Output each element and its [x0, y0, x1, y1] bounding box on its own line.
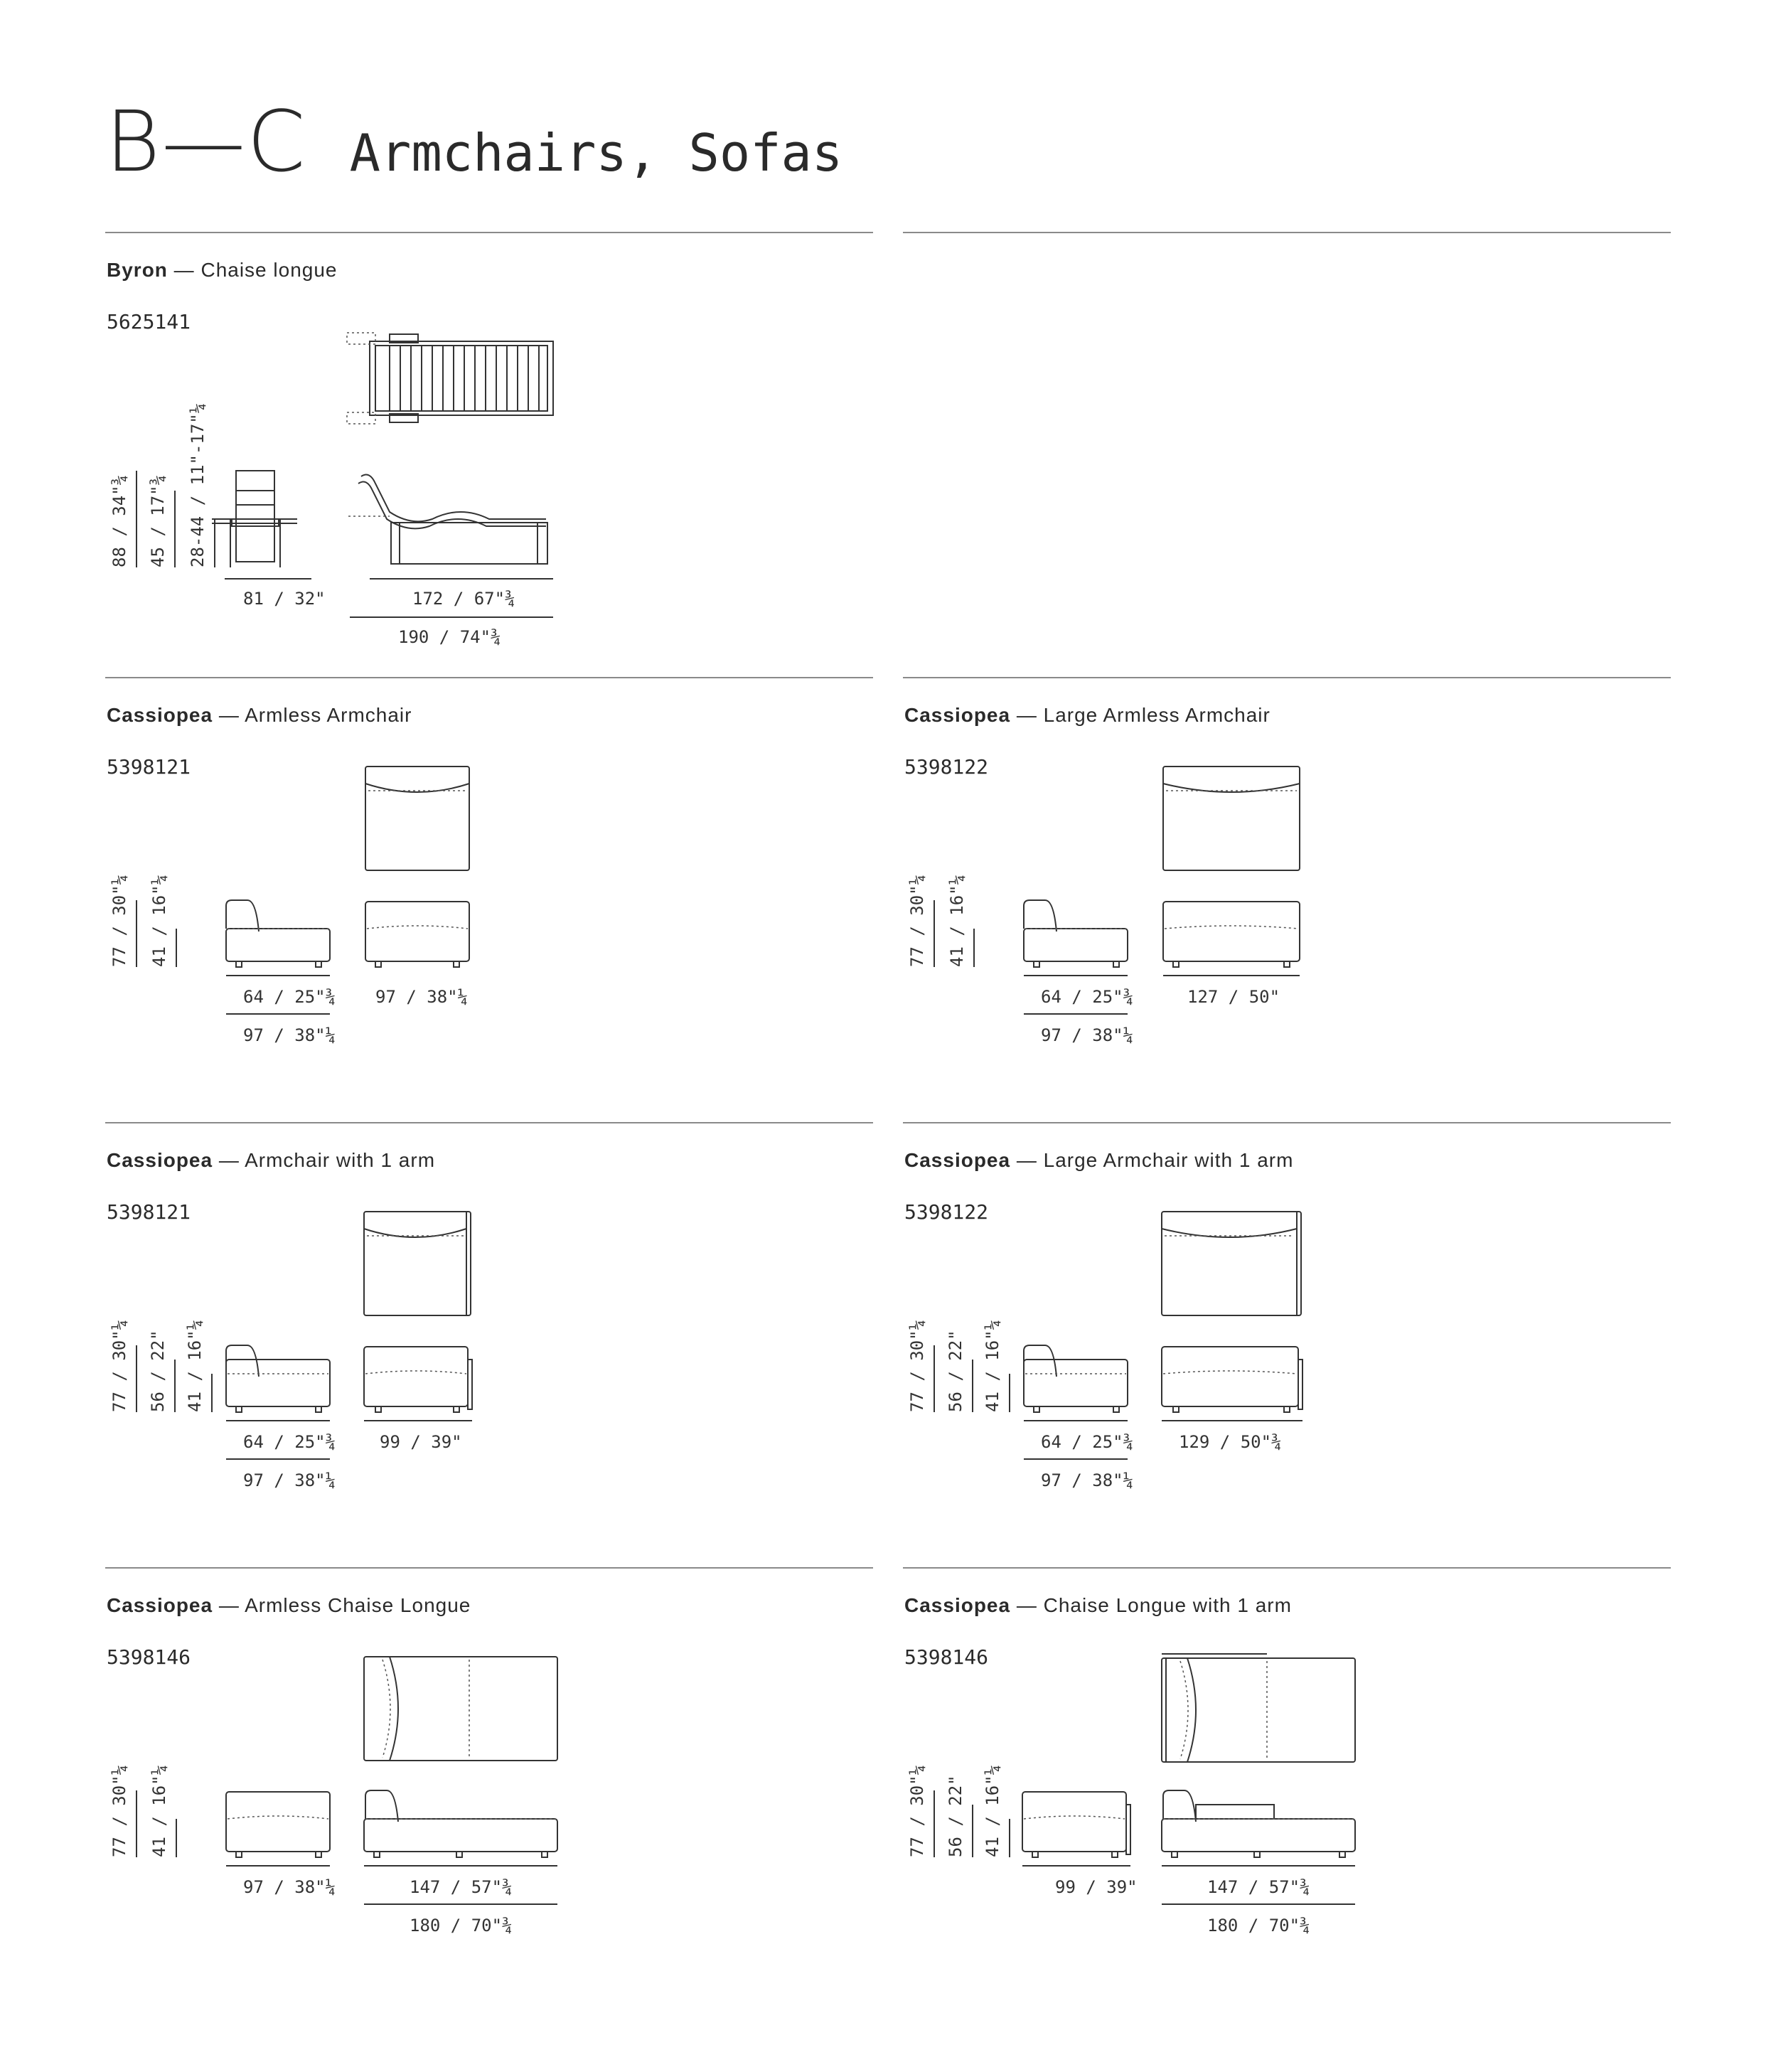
technical-drawing [903, 1577, 1671, 2004]
dim-height-arm: 56 / 22" [946, 1775, 965, 1857]
dim-height-total: 77 / 30"¼ [109, 1319, 129, 1412]
product-byron-chaise-longue [105, 242, 873, 683]
product-cassiopea-armless-chaise-longue [105, 1577, 873, 2018]
dim-depth-total: 97 / 38"¼ [243, 1025, 336, 1045]
product-name: Cassiopea — Chaise Longue with 1 arm [904, 1594, 1292, 1616]
side-view-drawing [364, 1790, 557, 1857]
product-code: 5398122 [904, 1200, 989, 1224]
dim-width: 99 / 39" [380, 1432, 462, 1452]
dim-height-total: 88 / 34"¾ [109, 474, 129, 567]
dim-height-seat: 28-44 / 11"-17"¼ [188, 402, 208, 567]
top-view-drawing [347, 333, 553, 424]
dim-depth-total: 190 / 74"¾ [398, 627, 501, 647]
technical-drawing [105, 1577, 873, 2004]
dim-depth-seat: 147 / 57"¾ [1207, 1877, 1310, 1897]
dim-depth-seat: 64 / 25"¾ [1041, 987, 1134, 1007]
product-code: 5625141 [107, 310, 191, 333]
side-view-drawing [1024, 900, 1128, 967]
front-view-drawing [226, 1792, 330, 1857]
page-title [105, 92, 842, 191]
dim-width: 97 / 38"¼ [243, 1877, 336, 1897]
dim-height-arm: 56 / 22" [148, 1330, 168, 1412]
top-view-drawing [364, 1657, 557, 1761]
dim-depth-seat: 64 / 25"¾ [243, 987, 336, 1007]
technical-drawing [903, 1132, 1671, 1559]
front-view-drawing [364, 1347, 472, 1412]
top-view-drawing [1163, 767, 1300, 870]
product-code: 5398122 [904, 755, 989, 779]
product-name: Cassiopea — Armless Chaise Longue [107, 1594, 471, 1616]
side-view-drawing [348, 475, 547, 564]
product-code: 5398146 [107, 1645, 191, 1669]
dim-depth-total: 180 / 70"¾ [1207, 1916, 1310, 1935]
top-view-drawing [1162, 1654, 1355, 1762]
top-view-drawing [1162, 1212, 1301, 1315]
divider [105, 232, 873, 233]
technical-drawing [105, 242, 873, 668]
dim-height-seat: 41 / 16"¼ [185, 1319, 205, 1412]
dim-height-total: 77 / 30"¼ [109, 1764, 129, 1857]
dim-width: 97 / 38"¼ [375, 987, 469, 1007]
front-view-drawing [365, 902, 469, 967]
dim-depth-seat: 147 / 57"¾ [410, 1877, 513, 1897]
product-name: Cassiopea — Large Armless Armchair [904, 704, 1271, 726]
top-view-drawing [365, 767, 469, 870]
product-name: Cassiopea — Large Armchair with 1 arm [904, 1149, 1294, 1171]
side-view-drawing [1162, 1790, 1355, 1857]
product-code: 5398146 [904, 1645, 989, 1669]
technical-drawing [105, 687, 873, 1114]
product-cassiopea-large-armless-armchair [903, 687, 1671, 1128]
product-cassiopea-chaise-longue-1-arm [903, 1577, 1671, 2018]
dim-height-seat: 41 / 16"¼ [149, 1764, 169, 1857]
side-view-drawing [1024, 1345, 1128, 1412]
dim-width: 129 / 50"¾ [1179, 1432, 1282, 1452]
product-name: Byron — Chaise longue [107, 259, 338, 281]
dim-height-total: 77 / 30"¼ [109, 874, 129, 967]
dim-depth-total: 97 / 38"¼ [1041, 1470, 1134, 1490]
product-cassiopea-armchair-1-arm [105, 1132, 873, 1573]
front-view-drawing [1162, 1347, 1302, 1412]
dim-width: 99 / 39" [1055, 1877, 1138, 1897]
section-title: Armchairs, Sofas [349, 123, 843, 183]
product-name: Cassiopea — Armchair with 1 arm [107, 1149, 436, 1171]
dim-depth-seat: 64 / 25"¾ [1041, 1432, 1134, 1452]
front-view-drawing [1163, 902, 1300, 967]
product-code: 5398121 [107, 755, 191, 779]
divider [903, 677, 1671, 678]
technical-drawing [105, 1132, 873, 1559]
dim-depth-seat: 64 / 25"¾ [243, 1432, 336, 1452]
top-view-drawing [364, 1212, 471, 1315]
front-view-drawing [1022, 1792, 1130, 1857]
dim-height-seat: 41 / 16"¼ [983, 1319, 1002, 1412]
dim-height-seat: 41 / 16"¼ [983, 1764, 1002, 1857]
dim-height-total: 77 / 30"¼ [907, 1764, 927, 1857]
front-view-drawing [212, 471, 297, 567]
product-cassiopea-large-armchair-1-arm [903, 1132, 1671, 1573]
dim-width: 127 / 50" [1187, 987, 1280, 1007]
dim-height-seat: 41 / 16"¼ [947, 874, 967, 967]
divider [903, 232, 1671, 233]
technical-drawing [903, 687, 1671, 1114]
dim-height-arm: 56 / 22" [946, 1330, 965, 1412]
dim-height-arm: 45 / 17"¾ [148, 474, 168, 567]
section-code: B—C [105, 92, 307, 191]
product-cassiopea-armless-armchair [105, 687, 873, 1128]
dim-width: 81 / 32" [243, 589, 326, 609]
side-view-drawing [226, 900, 330, 967]
dim-height-total: 77 / 30"¼ [907, 1319, 927, 1412]
product-code: 5398121 [107, 1200, 191, 1224]
side-view-drawing [226, 1345, 330, 1412]
dim-height-total: 77 / 30"¼ [907, 874, 927, 967]
product-name: Cassiopea — Armless Armchair [107, 704, 412, 726]
dim-depth-total: 97 / 38"¼ [1041, 1025, 1134, 1045]
dim-depth-seat: 172 / 67"¾ [412, 589, 515, 609]
dim-depth-total: 97 / 38"¼ [243, 1470, 336, 1490]
dim-depth-total: 180 / 70"¾ [410, 1916, 513, 1935]
dim-height-seat: 41 / 16"¼ [149, 874, 169, 967]
